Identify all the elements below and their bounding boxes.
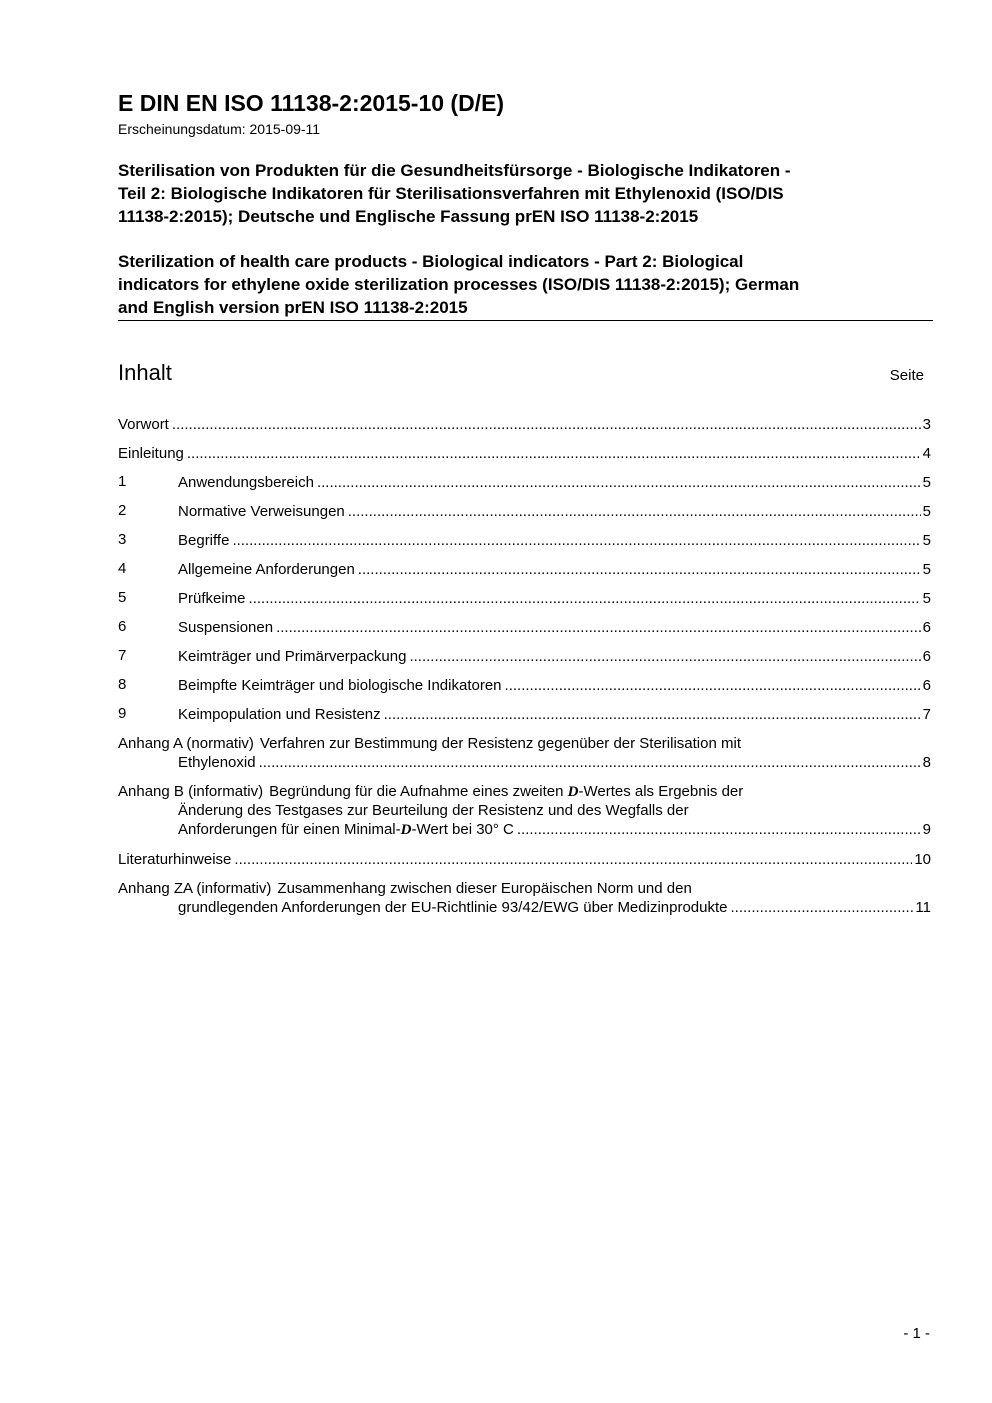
toc-leader [517,820,921,839]
toc-entry-section-8[interactable] [118,676,931,705]
toc-entry-label-continued: grundlegenden Anforderungen der EU-Richtlinie 93/42/EWG über Medizinprodukte [178,899,728,916]
toc-entry-section-9[interactable] [118,705,931,734]
toc-entry-number: 7 [118,647,127,664]
toc-entry-section-6[interactable] [118,618,931,647]
toc-entry-label-part: -Wert bei 30° C [411,821,514,838]
title-divider [118,320,933,321]
toc-leader [259,753,921,772]
document-id: E DIN EN ISO 11138-2:2015-10 (D/E) [118,90,505,116]
title-line: Sterilisation von Produkten für die Gesundheitsfürsorge - Biologische Indikatoren - [118,161,791,180]
toc-entry-label: Einleitung [118,445,184,462]
toc-entry-label: Vorwort [118,416,169,433]
toc-entry-annex-za[interactable] [118,879,931,927]
toc-entry-label: Allgemeine Anforderungen [178,561,355,578]
toc-entry-page: 11 [915,899,931,916]
toc-entry-label: Zusammenhang zwischen dieser Europäischen Norm und den [277,880,692,897]
title-german [118,159,933,228]
toc-entry-number: 3 [118,531,127,548]
toc-entry-label-part: -Wertes als Ergebnis der [578,783,744,800]
toc-leader [234,850,912,869]
toc-entry-number: 8 [118,676,127,693]
toc-entry-number: 6 [118,618,127,635]
toc-entry-section-4[interactable] [118,560,931,589]
toc-entry-annex-a[interactable] [118,734,931,782]
toc-entry-number: 5 [118,589,127,606]
toc-entry-vorwort[interactable] [118,415,931,444]
toc-entry-number: 2 [118,502,127,519]
toc-leader [731,898,914,917]
toc-entry-label: Verfahren zur Bestimmung der Resistenz gegenüber der Sterilisation mit [259,735,741,752]
title-line: and English version prEN ISO 11138-2:2015 [118,298,468,317]
toc-leader [249,589,921,608]
toc-entry-number: 4 [118,560,127,577]
toc-entry-page: 6 [922,619,931,636]
title-line: Teil 2: Biologische Indikatoren für Sterilisationsverfahren mit Ethylenoxid (ISO/DIS [118,184,784,203]
toc-entry-section-5[interactable] [118,589,931,618]
toc-entry-label: Normative Verweisungen [178,503,345,520]
toc-entry-page: 5 [922,503,931,520]
toc-entry-label: Beimpfte Keimträger und biologische Indikatoren [178,677,502,694]
toc-entry-label: Keimträger und Primärverpackung [178,648,407,665]
title-line: Sterilization of health care products - Biological indicators - Part 2: Biological [118,252,744,271]
annex-prefix: Anhang B [118,783,184,800]
toc-entry-page: 10 [914,851,931,868]
toc-entry-label: Prüfkeime [178,590,246,607]
title-line: indicators for ethylene oxide sterilization processes (ISO/DIS 11138-2:2015); German [118,275,800,294]
toc-entry-page: 3 [922,416,931,433]
toc-entry-page: 5 [922,561,931,578]
toc-entry-annex-b[interactable] [118,782,931,850]
page-number: - 1 - [903,1325,930,1342]
toc-entry-page: 5 [922,590,931,607]
toc-entry-label-continued: Ethylenoxid [178,754,256,771]
annex-kind: (normativ) [186,735,254,752]
toc-entry-section-2[interactable] [118,502,931,531]
toc-entry-label-continued: Änderung des Testgases zur Beurteilung der Resistenz und des Wegfalls der [178,802,689,819]
toc-leader [505,676,921,695]
toc-leader [317,473,921,492]
toc-entry-page: 5 [922,474,931,491]
toc-entry-label: Begründung für die Aufnahme eines zweiten [269,783,564,800]
publication-date: Erscheinungsdatum: 2015-09-11 [118,121,321,137]
d-value-symbol: D [567,784,579,800]
toc-entry-section-1[interactable] [118,473,931,502]
toc-entry-page: 7 [922,706,931,723]
toc-entry-page: 8 [922,754,931,771]
toc-leader [409,647,920,666]
toc-entry-number: 1 [118,473,127,490]
annex-prefix: Anhang ZA [118,880,193,897]
toc-page-column-label: Seite [889,367,924,384]
annex-kind: (informativ) [188,783,264,800]
toc-entry-label: Literaturhinweise [118,851,232,868]
toc-entry-einleitung[interactable] [118,444,931,473]
toc-leader [358,560,921,579]
toc-entry-section-7[interactable] [118,647,931,676]
toc-entry-label: Keimpopulation und Resistenz [178,706,381,723]
toc-entry-label: Begriffe [178,532,230,549]
toc-heading: Inhalt [118,360,172,385]
toc-entry-label: Anwendungsbereich [178,474,314,491]
annex-kind: (informativ) [196,880,272,897]
toc-leader [232,531,920,550]
d-value-symbol: D [400,822,412,838]
toc-entry-page: 4 [922,445,931,462]
toc-entry-section-3[interactable] [118,531,931,560]
toc-entry-page: 9 [922,821,931,838]
toc-entry-page: 6 [922,648,931,665]
toc-entry-page: 6 [922,677,931,694]
toc-entry-number: 9 [118,705,127,722]
table-of-contents [118,415,931,927]
toc-entry-label: Suspensionen [178,619,274,636]
toc-leader [172,415,921,434]
toc-entry-literature[interactable] [118,850,931,879]
title-line: 11138-2:2015); Deutsche und Englische Fassung prEN ISO 11138-2:2015 [118,207,699,226]
toc-entry-label-continued: Anforderungen für einen Minimal- [178,821,401,838]
toc-leader [384,705,921,724]
title-english [118,250,933,319]
toc-leader [348,502,921,521]
toc-entry-page: 5 [922,532,931,549]
toc-leader [187,444,921,463]
toc-leader [276,618,921,637]
annex-prefix: Anhang A [118,735,183,752]
